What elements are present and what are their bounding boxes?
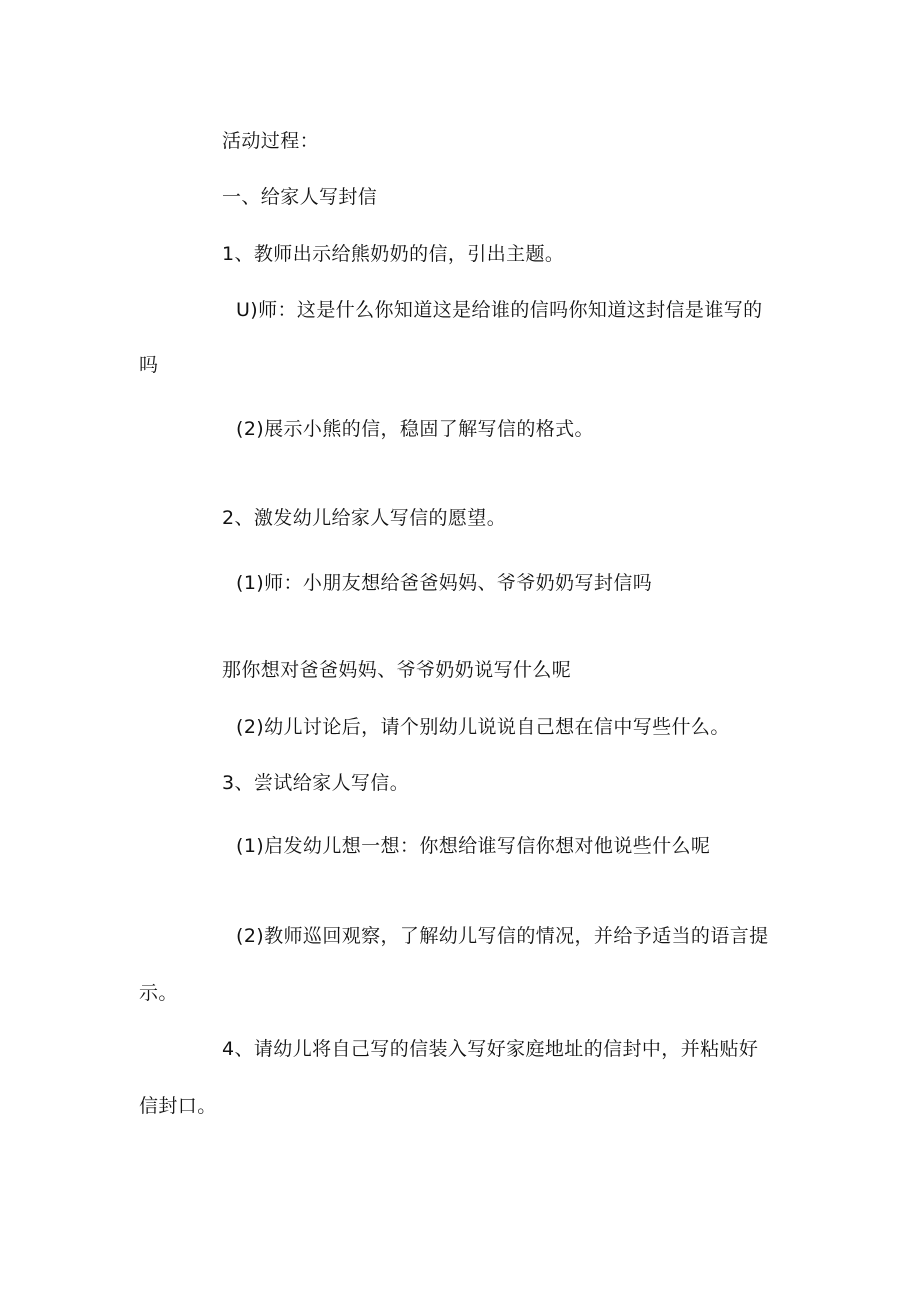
step-2: 2、激发幼儿给家人写信的愿望。 <box>222 507 507 529</box>
section-heading-activity-process: 活动过程： <box>222 130 320 152</box>
step-3: 3、尝试给家人写信。 <box>222 772 410 794</box>
step-4-continued: 信封口。 <box>139 1095 217 1117</box>
step-2-item-1: (1)师：小朋友想给爸爸妈妈、爷爷奶奶写封信吗 <box>236 572 653 594</box>
step-1-item-1: U)师：这是什么你知道这是给谁的信吗你知道这封信是谁写的 <box>236 299 763 321</box>
step-3-item-2-continued: 示。 <box>139 982 178 1004</box>
step-3-item-2: (2)教师巡回观察，了解幼儿写信的情况，并给予适当的语言提 <box>236 925 769 947</box>
step-1-item-1-continued: 吗 <box>139 354 159 376</box>
step-1-item-2: (2)展示小熊的信，稳固了解写信的格式。 <box>236 418 594 440</box>
step-2-item-1-continued: 那你想对爸爸妈妈、爷爷奶奶说写什么呢 <box>222 659 572 681</box>
step-4: 4、请幼儿将自己写的信装入写好家庭地址的信封中，并粘贴好 <box>222 1038 759 1060</box>
section-heading-part-one: 一、给家人写封信 <box>222 186 378 208</box>
step-1: 1、教师出示给熊奶奶的信，引出主题。 <box>222 243 565 265</box>
step-3-item-1: (1)启发幼儿想一想：你想给谁写信你想对他说些什么呢 <box>236 835 711 857</box>
step-2-item-2: (2)幼儿讨论后，请个别幼儿说说自己想在信中写些什么。 <box>236 716 730 738</box>
